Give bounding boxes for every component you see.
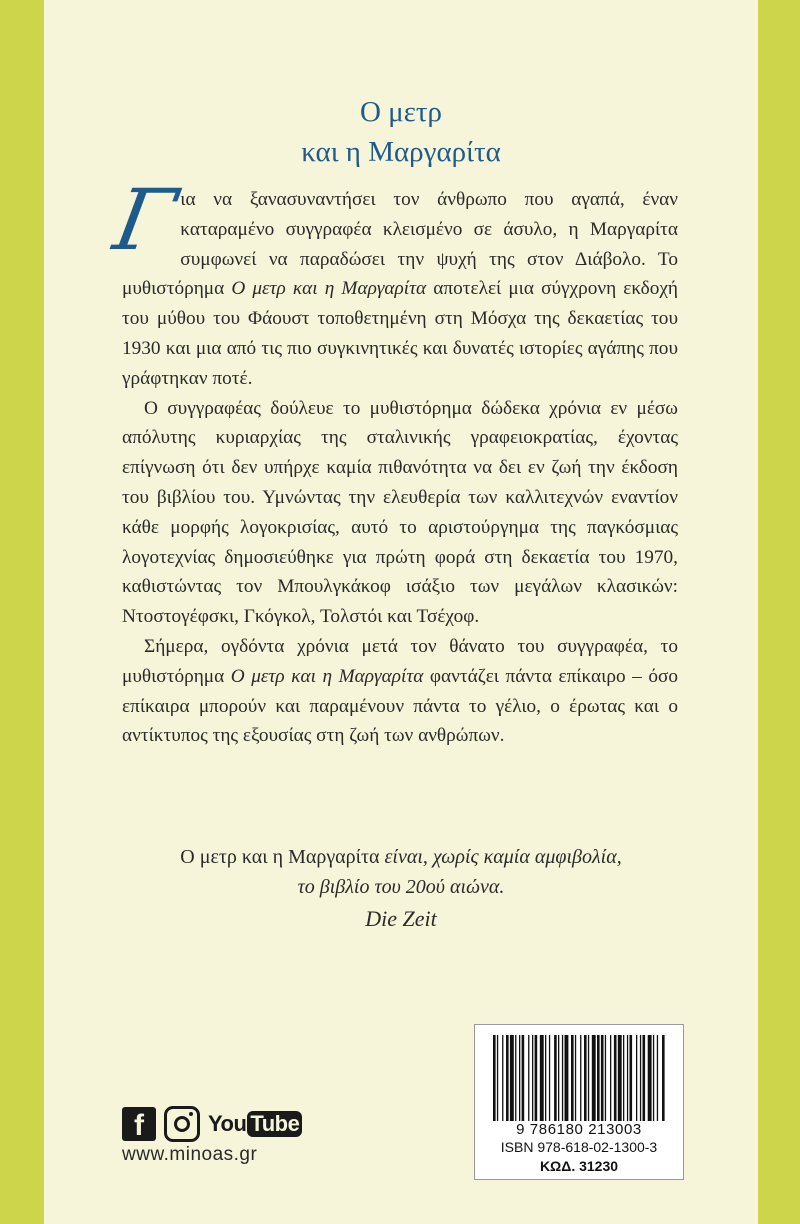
isbn-text: ISBN 978-618-02-1300-3: [500, 1139, 658, 1155]
book-title-line-2: και η Μαργαρίτα: [301, 136, 501, 168]
barcode-number: 9 786180 213003: [516, 1121, 642, 1138]
review-quote-title: Ο μετρ και η Μαργαρίτα: [180, 846, 380, 868]
product-code: ΚΩΔ. 31230: [539, 1158, 619, 1174]
book-title-line-1: Ο μετρ: [359, 96, 443, 128]
blurb-paragraph-1: [107, 171, 678, 394]
blurb-p3-start: Σήμερα, ογδόντα χρόνια μετά τον θάνατο του συγγραφέα, το μυθιστόρημα: [122, 635, 678, 687]
social-icons: [122, 1106, 302, 1142]
publisher-website[interactable]: www.minoas.gr: [122, 1144, 258, 1165]
blurb-paragraph-3: [122, 632, 678, 751]
blurb: [107, 171, 678, 751]
blurb-p1-start: ια να ξανασυναντήσει τον άνθρωπο που αγαπά, έναν καταραμένο συγγραφέα κλεισμένο σε άσυλο, η Μαργαρίτα συμφωνεί να παραδώσει την ψυχή της στον Διάβολο. Το μυθιστόρημα: [122, 189, 678, 300]
review-quote-line-1: [44, 842, 758, 872]
book-title: [44, 92, 758, 172]
youtube-logo[interactable]: [208, 1111, 302, 1137]
blurb-p1-end: αποτελεί μια σύγχρονη εκδοχή του μύθου του Φάουστ τοποθετημένη στη Μόσχα της δεκαετίας του 1930 και μια από τις πιο συγκινητικές και δυνατές ιστορίες αγάπης που γράφτηκαν ποτέ.: [122, 278, 678, 389]
blurb-p3-end: φαντάζει πάντα επίκαιρο – όσο επίκαιρα μπορούν και παραμένουν πάντα το γέλιο, ο έρωτας και ο αντίκτυπος της εξουσίας στη ζωή των ανθρώπων.: [122, 665, 678, 747]
barcode-image: [493, 1035, 665, 1121]
review-source: Die Zeit: [365, 906, 437, 931]
review-quote: [44, 842, 758, 902]
blurb-p3-title: Ο μετρ και η Μαργαρίτα: [230, 665, 424, 687]
barcode-label: [474, 1024, 684, 1180]
review-quote-line-2: το βιβλίο του 20ού αιώνα.: [297, 876, 505, 898]
drop-cap: Γ: [107, 171, 183, 269]
back-cover: [44, 0, 758, 1224]
youtube-tube: Tube: [247, 1111, 302, 1137]
youtube-you: You: [208, 1111, 247, 1136]
instagram-icon[interactable]: [164, 1106, 200, 1142]
facebook-icon[interactable]: f: [122, 1107, 156, 1141]
review-quote-rest: είναι, χωρίς καμία αμφιβολία,: [379, 846, 622, 868]
blurb-p1-title: Ο μετρ και η Μαργαρίτα: [231, 278, 427, 300]
blurb-paragraph-2: Ο συγγραφέας δούλευε το μυθιστόρημα δώδεκα χρόνια εν μέσω απόλυτης κυριαρχίας της σταλινικής γραφειοκρατίας, έχοντας επίγνωση ότι δεν υπήρχε καμία πιθανότητα να δει εν ζωή την έκδοση του βιβλίου του. Υμνώντας την ελευθερία των καλλιτεχνών εναντίον κάθε μορφής λογοκρισίας, αυτό το αριστούργημα της παγκόσμιας λογοτεχνίας δημοσιεύθηκε για πρώτη φορά στη δεκαετία του 1970, καθιστώντας τον Μπουλγκάκοφ ισάξιο των μεγάλων κλασικών: Ντοστογέφσκι, Γκόγκολ, Τολστόι και Τσέχοφ.: [122, 397, 678, 628]
